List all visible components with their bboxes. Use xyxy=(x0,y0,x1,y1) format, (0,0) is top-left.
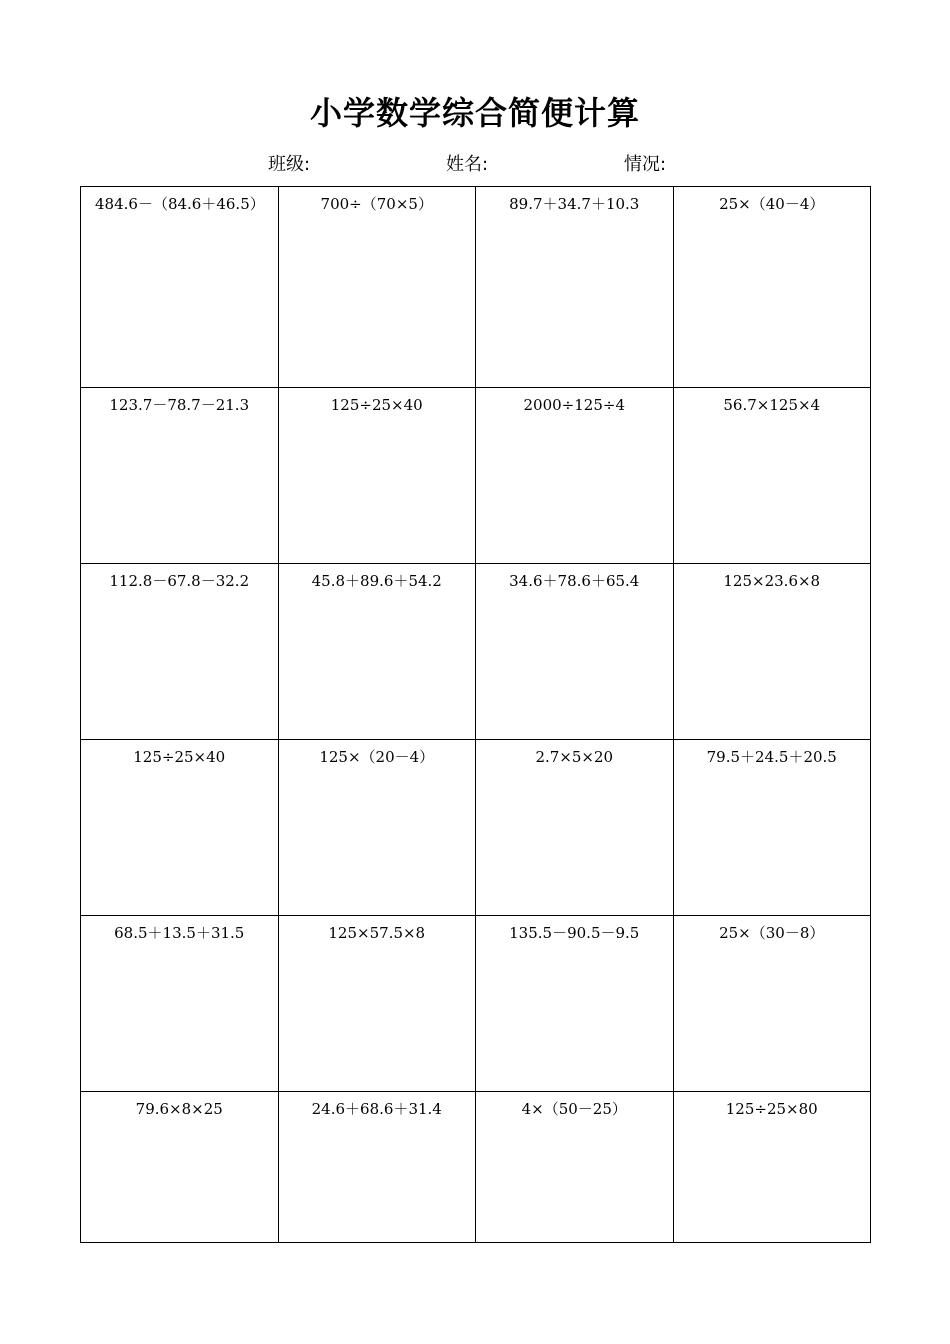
problem-cell: 135.5－90.5－9.5 xyxy=(476,916,674,1092)
problem-cell: 68.5＋13.5＋31.5 xyxy=(81,916,279,1092)
problem-row xyxy=(81,187,871,388)
problem-cell: 25×（30－8） xyxy=(673,916,871,1092)
problem-cell: 2000÷125÷4 xyxy=(476,388,674,564)
problem-cell: 2.7×5×20 xyxy=(476,740,674,916)
problem-row xyxy=(81,388,871,564)
problem-cell: 125÷25×40 xyxy=(81,740,279,916)
problem-cell: 25×（40－4） xyxy=(673,187,871,388)
problem-cell: 34.6＋78.6＋65.4 xyxy=(476,564,674,740)
problem-cell: 700÷（70×5） xyxy=(278,187,476,388)
problem-cell: 123.7－78.7－21.3 xyxy=(81,388,279,564)
problem-cell: 125×23.6×8 xyxy=(673,564,871,740)
page-title: 小学数学综合简便计算 xyxy=(309,94,640,132)
status-label: 情况: xyxy=(624,154,667,175)
problem-row xyxy=(81,1092,871,1243)
problem-cell: 484.6－（84.6＋46.5） xyxy=(81,187,279,388)
problem-cell: 79.5＋24.5＋20.5 xyxy=(673,740,871,916)
problem-cell: 125×57.5×8 xyxy=(278,916,476,1092)
problem-row xyxy=(81,740,871,916)
problem-cell: 125÷25×80 xyxy=(673,1092,871,1243)
class-label: 班级: xyxy=(268,154,311,175)
problem-cell: 24.6＋68.6＋31.4 xyxy=(278,1092,476,1243)
problem-cell: 89.7＋34.7＋10.3 xyxy=(476,187,674,388)
problem-row xyxy=(81,564,871,740)
problem-cell: 125÷25×40 xyxy=(278,388,476,564)
problem-cell: 79.6×8×25 xyxy=(81,1092,279,1243)
problem-row xyxy=(81,916,871,1092)
problem-cell: 56.7×125×4 xyxy=(673,388,871,564)
problem-grid xyxy=(80,186,871,1243)
problem-cell: 112.8－67.8－32.2 xyxy=(81,564,279,740)
problem-cell: 4×（50－25） xyxy=(476,1092,674,1243)
problem-cell: 125×（20－4） xyxy=(278,740,476,916)
problem-cell: 45.8＋89.6＋54.2 xyxy=(278,564,476,740)
name-label: 姓名: xyxy=(446,154,489,175)
